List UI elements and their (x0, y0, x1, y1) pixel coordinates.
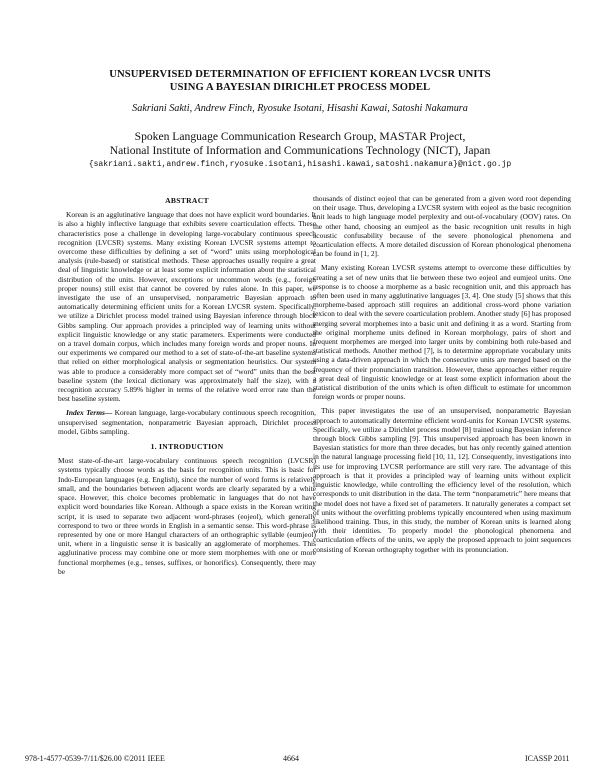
index-terms (58, 408, 316, 436)
introduction-heading: 1. INTRODUCTION (150, 442, 224, 452)
introduction-paragraph-1: Most state-of-the-art large-vocabulary continuous speech recognition (LVCSR) systems typically choose words as the basis for recognition units. This is basic for Indo-European languages (e.g. English), since the number of word forms is relatively small, and the boundaries between adjacent words are clearly separated by a white space. However, this choice becomes problematic in languages that do not have explicit word boundaries like Korean. Although a space exists in the Korean writing script, it is used to separate two adjacent word-phrases (eojeol), which generally correspond to two or three words in English in a semantic sense. This word-phrase is represented by one or more Hangul characters of an orthographic syllable (eumjeol) unit, where in a linguistic sense it is basically an agglomerate of morphemes. This agglutinative process may combine one or more stem morphemes with one or more functional morphemes (e.g., tenses, suffixes, or honorifics). Consequently, there may be (58, 456, 316, 576)
abstract-heading: ABSTRACT (165, 196, 209, 205)
right-paragraph-3: This paper investigates the use of an unsupervised, nonparametric Bayesian approach to automatically determine efficient word-units for Korean LVCSR systems. Specifically, we utilize a Dirichlet process model [8] trained using Bayesian inference through block Gibbs sampling [9]. This unsupervised approach has been known in Bayesian statistics for more than three decades, but has only recently gained attention in the natural language processing field [10, 11, 12]. Consequently, investigations into its use for improving LVCSR performance are still very rare. The advantage of this approach is that it provides a principled way of learning units without explicit linguistic knowledge, while controlling the efficiency level of the resolution, which corresponds to unit distribution in the data. The term “nonparametric” here means that the model does not have a fixed set of parameters. It naturally generates a compact set of units without the overfitting problems typically encountered when using maximum likelihood training. Thus, in this study, the number of Korean units is learned along with their identities. To properly model the phonological phenomena and coarticulation effects of the units, we apply the proposed approach to joint sequences consisting of Korean orthography together with its pronunciation. (313, 406, 571, 554)
abstract-text: Korean is an agglutinative language that does not have explicit word boundaries. It is also a highly inflective language that exhibits severe coarticulation effects. These characteristics pose a challenge in developing large-vocabulary continuous speech recognition (LVCSR) systems. Many existing Korean LVCSR systems attempt to overcome these difficulties by defining a set of “word” units using morphological analysis (rule-based) or statistical methods. These approaches usually require a great deal of linguistic knowledge or at least some explicit information about the statistical distribution of the units. However, exceptions or uncommon words (e.g., foreign proper nouns) still exist that cannot be covered by rules alone. In this paper, we investigate the use of an unsupervised, nonparametric Bayesian approach to automatically determining efficient units for a Korean LVCSR system. Specifically, we utilize a Dirichlet process model trained using Bayesian inference through block Gibbs sampling. Our approach provides a principled way of learning units without explicit linguistic knowledge or any static parameters. Experiments were conducted on a travel domain corpus, which includes many foreign words and proper nouns. In our experiments we compared our method to a set of state-of-the-art baseline systems that relied on either morphological analysis or segmentation heuristics. Our system was able to produce a considerably more compact set of “word” units than the best baseline system (the lexical dictionary was approximately half the size), with a recognition accuracy 5.89% higher in terms of the relative word error rate than the best baseline system. (58, 210, 316, 404)
paper-title (40, 68, 560, 94)
affiliation-line-1: Spoken Language Communication Research Group, MASTAR Project, (134, 130, 466, 143)
footer-copyright: 978-1-4577-0539-7/11/$26.00 ©2011 IEEE (25, 754, 165, 763)
right-column (313, 194, 571, 559)
affiliation (40, 130, 560, 158)
title-line-2: USING A BAYESIAN DIRICHLET PROCESS MODEL (169, 82, 431, 93)
author-list: Sakriani Sakti, Andrew Finch, Ryosuke Isotani, Hisashi Kawai, Satoshi Nakamura (132, 103, 468, 114)
author-emails: {sakriani.sakti,andrew.finch,ryosuke.isotani,hisashi.kawai,satoshi.nakamura}@nict.go.jp (88, 160, 512, 169)
right-paragraph-2: Many existing Korean LVCSR systems attempt to overcome these difficulties by creating a set of new units that lie between these two eojeol and eumjeol units. One response is to choose a morpheme as a basic recognition unit, and this approach has often been used in many agglutinative languages [3, 4]. One study [5] shows that this morpheme-based approach still requires an additional cross-word phone variation lexicon to deal with the severe coarticulation problem. Another study [6] has proposed merging several morphemes into a basic unit and defining it as a word. Starting from the original morpheme units defined in Korean morphology, pairs of short and frequent morphemes are merged into larger units by combining both rule-based and statistical methods. Another method [7], is to determine appropriate vocabulary units using a data-driven approach in which the consecutive units are merged based on the frequency of their pronunciation transition. However, these approaches either require a great deal of linguistic knowledge or at least some explicit information about the statistical distribution of the units which is often difficult to estimate for uncommon foreign words or proper nouns. (313, 263, 571, 402)
left-column (58, 190, 316, 581)
footer-conference: ICASSP 2011 (525, 754, 570, 763)
affiliation-line-2: National Institute of Information and Communications Technology (NICT), Japan (109, 144, 491, 157)
index-terms-label: Index Terms— (66, 408, 113, 418)
index-terms-text: Korean language, large-vocabulary continuous speech recognition, unsupervised segmentation, nonparametric Bayesian approach, Dirichlet process model, Gibbs sampling. (58, 408, 316, 436)
footer-page-number: 4664 (283, 754, 299, 763)
right-paragraph-1: thousands of distinct eojeol that can be generated from a given word root depending on their usage. Thus, developing a LVCSR system with eojeol as the basic recognition unit leads to high language model perplexity and out-of-vocabulary (OOV) rates. On the other hand, choosing an eumjeol as the basic recognition unit results in high acoustic confusability because of the severe phonological phenomena and coarticulation effects. A more detailed discussion of Korean phonological phenomena can be found in [1, 2]. (313, 194, 571, 259)
title-line-1: UNSUPERVISED DETERMINATION OF EFFICIENT KOREAN LVCSR UNITS (109, 69, 491, 80)
